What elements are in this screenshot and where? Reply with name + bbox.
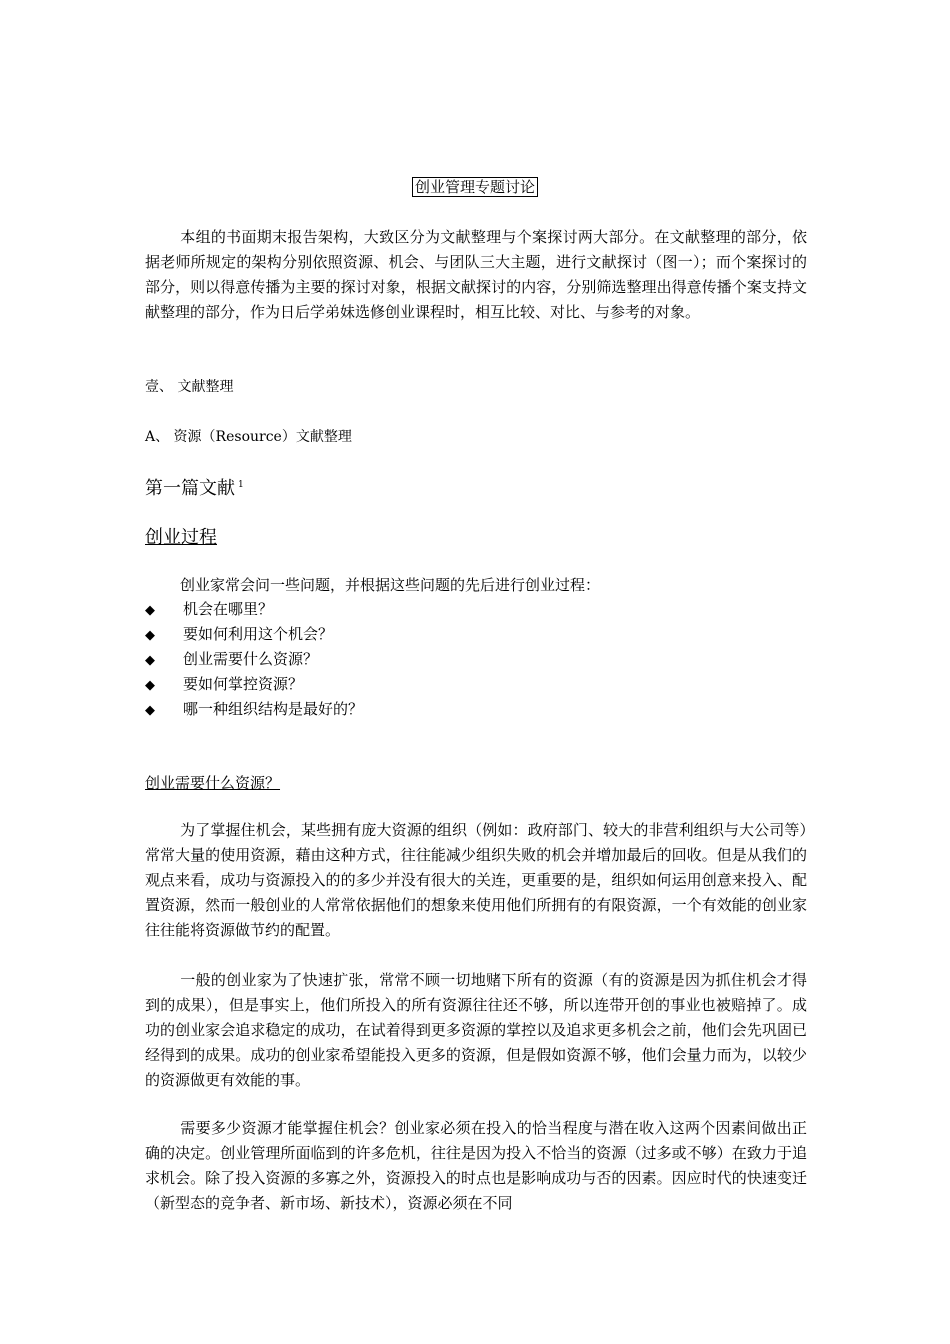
- paragraph-1: 为了掌握住机会，某些拥有庞大资源的组织（例如：政府部门、较大的非营利组织与大公司等）常常大量的使用资源，藉由这种方式，往往能减少组织失败的机会并增加最后的回收。但是从我们的观点来看，成功与资源投入的的多少并没有很大的关连，更重要的是，组织如何运用创意来投入、配置资源，然而一般创业的人常常依据他们的想象来使用他们所拥有的有限资源，一个有效能的创业家往往能将资源做节约的配置。: [145, 821, 807, 939]
- diamond-bullet-icon: ◆: [145, 678, 155, 693]
- list-item: ◆ 要如何掌控资源？: [145, 675, 304, 693]
- subsection-heading-resource: A、 资源（Resource）文献整理: [145, 429, 352, 445]
- list-item: ◆ 创业需要什么资源？: [145, 650, 319, 668]
- diamond-bullet-icon: ◆: [145, 603, 155, 618]
- list-item: ◆ 哪一种组织结构是最好的？: [145, 700, 364, 718]
- paragraph-2: 一般的创业家为了快速扩张，常常不顾一切地赌下所有的资源（有的资源是因为抓住机会才得到的成果），但是事实上，他们所投入的所有资源往往还不够，所以连带开创的事业也被赔掉了。成功的创业家会追求稳定的成功，在试着得到更多资源的掌控以及追求更多机会之前，他们会先巩固已经得到的成果。成功的创业家希望能投入更多的资源，但是假如资源不够，他们会量力而为，以较少的资源做更有效能的事。: [145, 971, 807, 1089]
- intro-paragraph: 本组的书面期末报告架构，大致区分为文献整理与个案探讨两大部分。在文献整理的部分，依据老师所规定的架构分别依照资源、机会、与团队三大主题，进行文献探讨（图一）；而个案探讨的部分，则以得意传播为主要的探讨对象，根据文献探讨的内容，分别筛选整理出得意传播个案支持文献整理的部分，作为日后学弟妹选修创业课程时，相互比较、对比、与参考的对象。: [145, 228, 807, 321]
- paragraph-3: 需要多少资源才能掌握住机会？创业家必须在投入的恰当程度与潜在收入这两个因素间做出正确的决定。创业管理所面临到的许多危机，往往是因为投入不恰当的资源（过多或不够）在致力于追求机会。除了投入资源的多寡之外，资源投入的时点也是影响成功与否的因素。因应时代的快速变迁（新型态的竞争者、新市场、新技术），资源必须在不同: [145, 1119, 807, 1212]
- diamond-bullet-icon: ◆: [145, 628, 155, 643]
- diamond-bullet-icon: ◆: [145, 703, 155, 718]
- literature-heading-first: 第一篇文献 $^1$: [145, 478, 244, 499]
- heading-resources-needed: 创业需要什么资源？: [145, 774, 281, 792]
- footnote-marker: 1: [238, 480, 244, 490]
- section-heading-literature: 壹、 文献整理: [145, 379, 234, 395]
- heading-entrepreneurship-process: 创业过程: [145, 527, 217, 548]
- list-item: ◆ 机会在哪里？: [145, 600, 274, 618]
- diamond-bullet-icon: ◆: [145, 653, 155, 668]
- document-title: 创业管理专题讨论: [0, 176, 950, 197]
- list-item: ◆ 要如何利用这个机会？: [145, 625, 334, 643]
- process-intro: 创业家常会问一些问题，并根据这些问题的先后进行创业过程：: [180, 576, 601, 594]
